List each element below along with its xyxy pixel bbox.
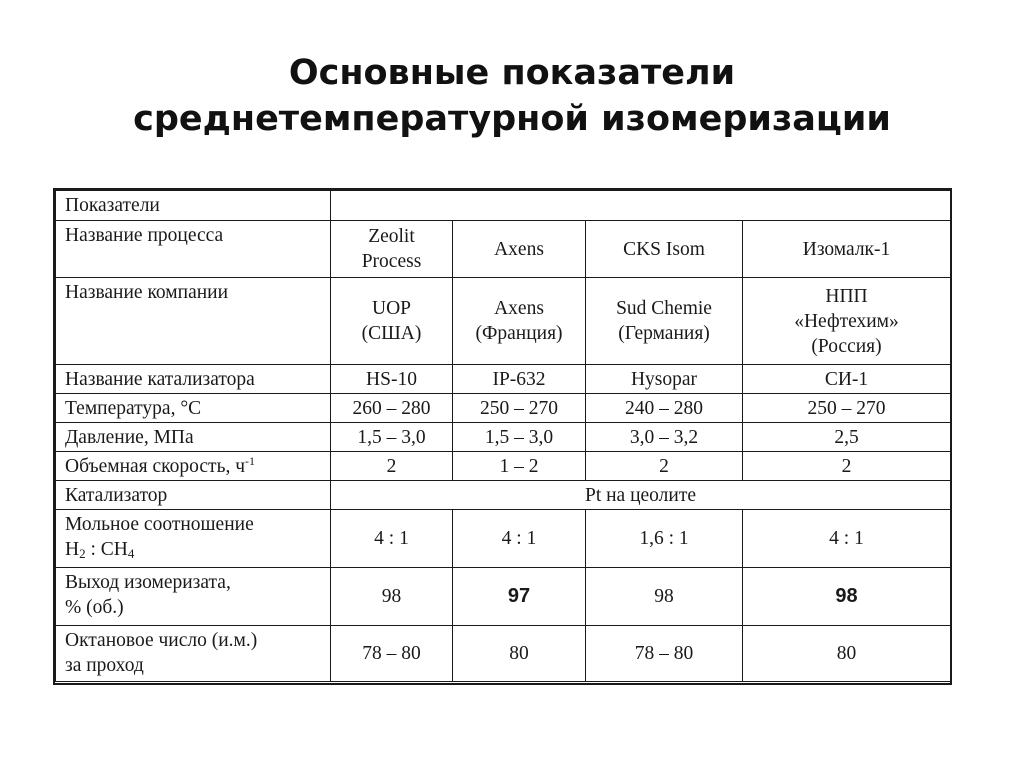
company-cell: НПП «Нефтехим» (Россия) [743,278,951,365]
molar-ratio-label: Мольное соотношение [65,514,254,535]
title-line-2: среднетемпературной изомеризации [133,99,891,139]
process-label-cell [56,221,331,278]
table-row [56,510,951,568]
table-row [56,568,951,626]
company-cell: UOP (США) [331,278,453,365]
process-cell: Zeolit Process [331,221,453,278]
catalyst-name-cell: HS-10 [331,365,453,394]
molar-ratio-cell: 4 : 1 [331,510,453,568]
isomerization-table [55,190,951,682]
title-line-1: Основные показатели [288,53,736,93]
table-row [56,394,951,423]
space-velocity-unit-sup: -1 [245,454,256,468]
table-row [56,626,951,682]
molar-ratio-cell: 4 : 1 [743,510,951,568]
catalyst-cell: Pt на цеолите [331,481,951,510]
molar-ratio-cell: 1,6 : 1 [586,510,743,568]
process-cell: Изомалк-1 [743,221,951,278]
octane-cell: 80 [453,626,586,682]
yield-label: Выход изомеризата, [65,572,231,593]
table-row [56,278,951,365]
temperature-cell: 240 – 280 [586,394,743,423]
pressure-cell: 1,5 – 3,0 [331,423,453,452]
molar-ratio-cell: 4 : 1 [453,510,586,568]
header-label-cell [56,191,331,221]
yield-cell: 97 [453,568,586,626]
table-row [56,452,951,481]
table-row [56,481,951,510]
table-row [56,365,951,394]
catalyst-name-label: Название катализатора [65,369,255,390]
molar-ratio-label-formula: $Н_2$ : $СН_4$ [65,539,135,561]
process-cell: Axens [453,221,586,278]
octane-label-cell [56,626,331,682]
company-label-cell [56,278,331,365]
process-label: Название процесса [65,225,224,246]
space-velocity-label-cell [56,452,331,481]
catalyst-label-cell [56,481,331,510]
yield-label-unit: % (об.) [65,597,124,618]
process-cell: CKS Isom [586,221,743,278]
yield-label-cell [56,568,331,626]
space-velocity-cell: 2 [743,452,951,481]
header-empty-cell [331,191,951,221]
octane-label: Октановое число (и.м.) [65,630,258,651]
catalyst-name-cell: Hysopar [586,365,743,394]
octane-label-note: за проход [65,655,144,676]
space-velocity-label: Объемная скорость, ч [65,456,246,477]
octane-cell: 78 – 80 [586,626,743,682]
company-label: Название компании [65,282,229,303]
company-cell: Sud Chemie (Германия) [586,278,743,365]
table-row [56,191,951,221]
temperature-cell: 250 – 270 [743,394,951,423]
yield-cell: 98 [586,568,743,626]
pressure-cell: 1,5 – 3,0 [453,423,586,452]
header-label: Показатели [65,195,160,216]
catalyst-name-label-cell [56,365,331,394]
temperature-label-cell [56,394,331,423]
temperature-label: Температура, °С [65,398,202,419]
pressure-label-cell [56,423,331,452]
space-velocity-cell: 2 [331,452,453,481]
catalyst-name-cell: IP-632 [453,365,586,394]
pressure-cell: 2,5 [743,423,951,452]
temperature-cell: 260 – 280 [331,394,453,423]
space-velocity-cell: 2 [586,452,743,481]
yield-cell: 98 [331,568,453,626]
catalyst-label: Катализатор [65,485,168,506]
table-row [56,423,951,452]
molar-ratio-label-cell [56,510,331,568]
company-cell: Axens (Франция) [453,278,586,365]
table-row [56,221,951,278]
pressure-cell: 3,0 – 3,2 [586,423,743,452]
octane-cell: 80 [743,626,951,682]
slide-title [0,50,1024,142]
octane-cell: 78 – 80 [331,626,453,682]
catalyst-name-cell: СИ-1 [743,365,951,394]
space-velocity-cell: 1 – 2 [453,452,586,481]
pressure-label: Давление, МПа [65,427,194,448]
yield-cell: 98 [743,568,951,626]
temperature-cell: 250 – 270 [453,394,586,423]
